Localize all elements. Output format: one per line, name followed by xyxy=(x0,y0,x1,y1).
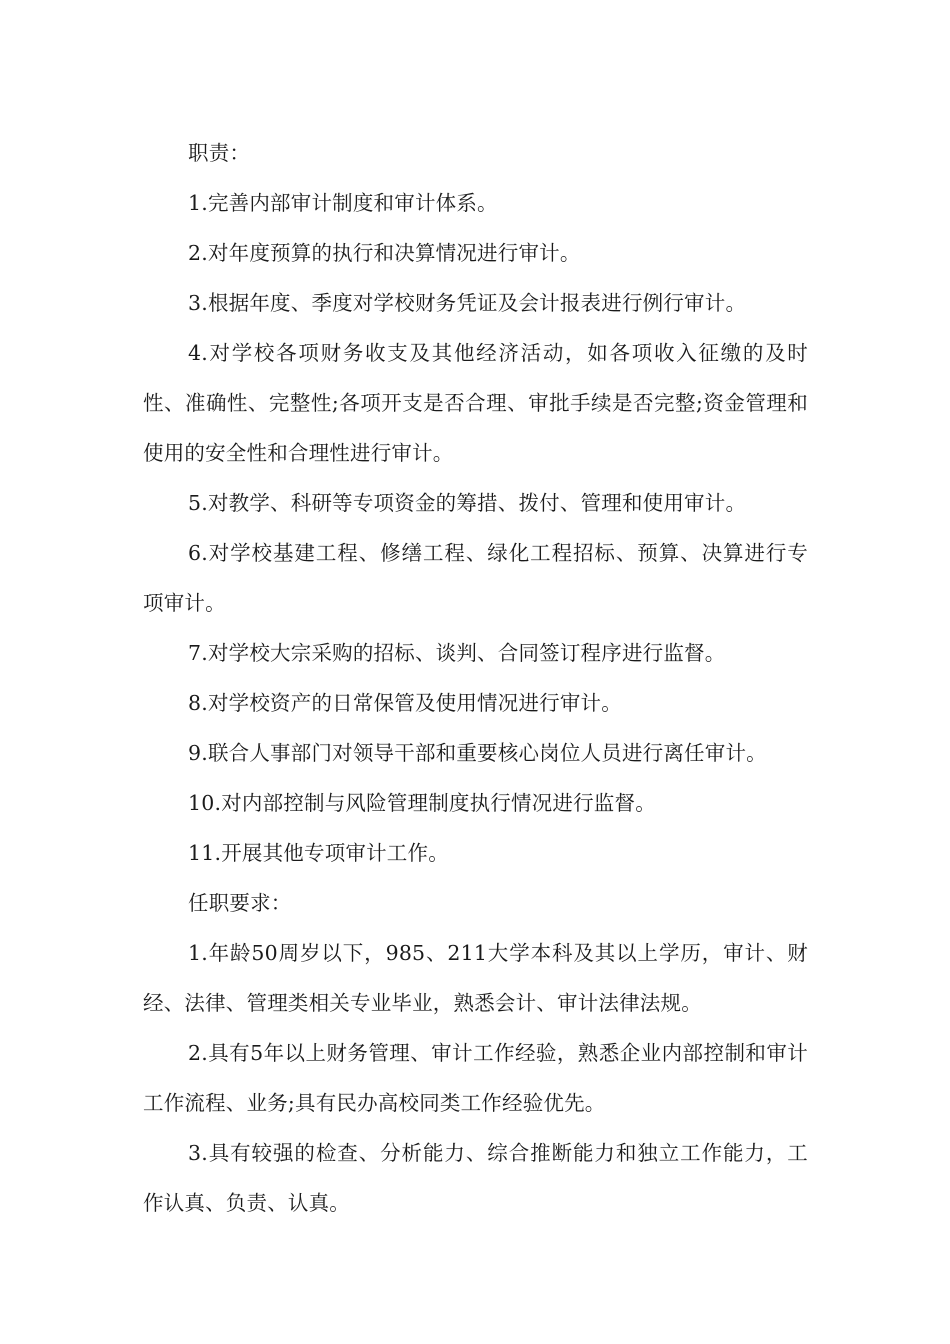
duty-item-10: 10.对内部控制与风险管理制度执行情况进行监督。 xyxy=(188,791,656,815)
duty-item-5: 5.对教学、科研等专项资金的筹措、拨付、管理和使用审计。 xyxy=(188,491,747,515)
duty-item-2: 2.对年度预算的执行和决算情况进行审计。 xyxy=(188,241,581,265)
requirement-item-1: 1.年龄50周岁以下，985、211大学本科及其以上学历，审计、财经、法律、管理类相关专业毕业，熟悉会计、审计法律法规。 xyxy=(143,941,808,1015)
duty-item-3: 3.根据年度、季度对学校财务凭证及会计报表进行例行审计。 xyxy=(188,291,747,315)
duty-item-8: 8.对学校资产的日常保管及使用情况进行审计。 xyxy=(188,691,622,715)
requirement-item-2: 2.具有5年以上财务管理、审计工作经验，熟悉企业内部控制和审计工作流程、业务;具有民办高校同类工作经验优先。 xyxy=(143,1041,808,1115)
document-body xyxy=(143,128,808,1228)
duty-item-1: 1.完善内部审计制度和审计体系。 xyxy=(188,191,498,215)
duty-item-11: 11.开展其他专项审计工作。 xyxy=(188,841,449,865)
requirement-item-3: 3.具有较强的检查、分析能力、综合推断能力和独立工作能力，工作认真、负责、认真。 xyxy=(143,1141,808,1215)
duty-item-7: 7.对学校大宗采购的招标、谈判、合同签订程序进行监督。 xyxy=(188,641,726,665)
duty-item-9: 9.联合人事部门对领导干部和重要核心岗位人员进行离任审计。 xyxy=(188,741,767,765)
duty-item-6: 6.对学校基建工程、修缮工程、绿化工程招标、预算、决算进行专项审计。 xyxy=(143,541,808,615)
section-heading-duties: 职责： xyxy=(188,141,251,165)
duty-item-4: 4.对学校各项财务收支及其他经济活动，如各项收入征缴的及时性、准确性、完整性;各项开支是否合理、审批手续是否完整;资金管理和使用的安全性和合理性进行审计。 xyxy=(143,341,808,465)
section-heading-requirements: 任职要求： xyxy=(188,891,292,915)
